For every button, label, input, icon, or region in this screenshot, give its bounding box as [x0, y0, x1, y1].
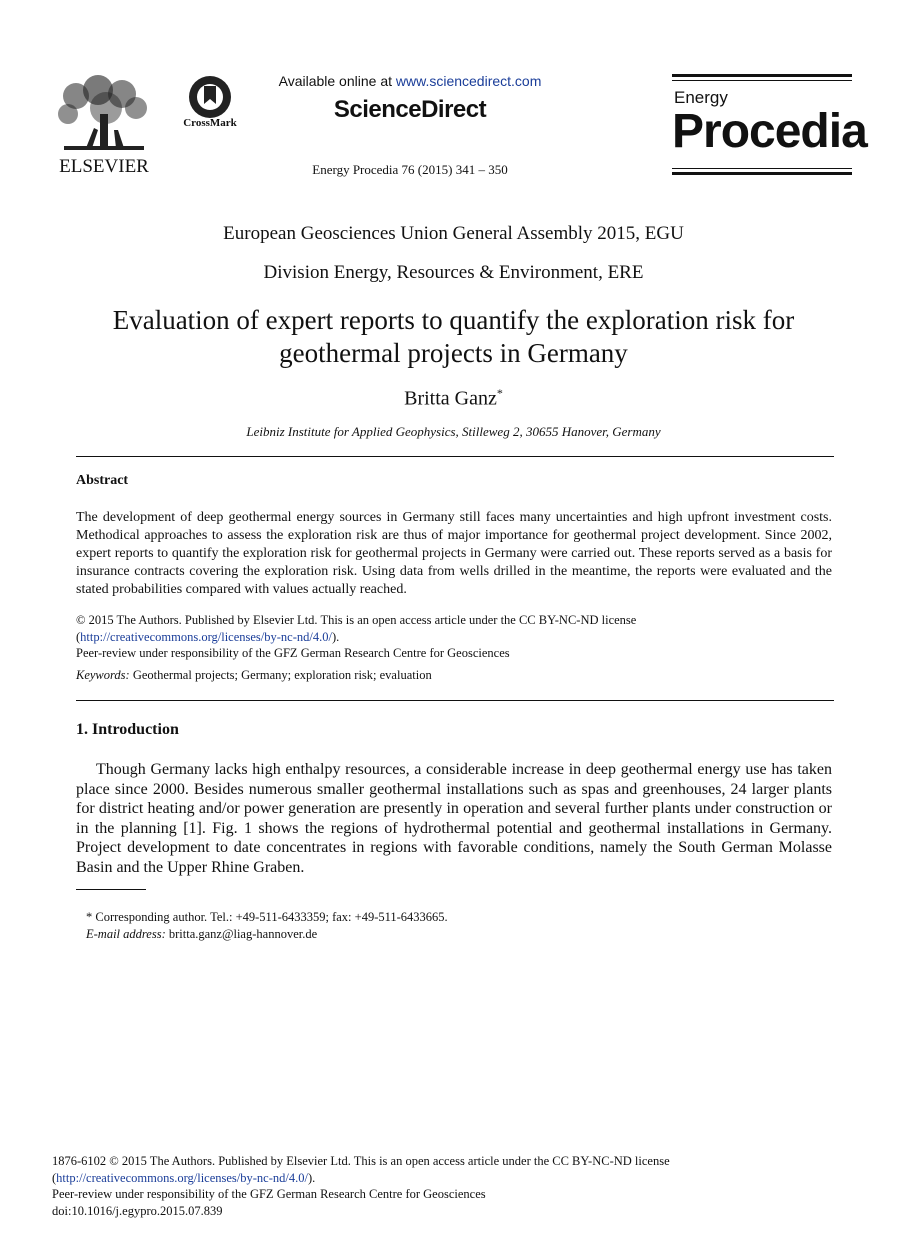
keywords-label: Keywords:	[76, 668, 130, 682]
journal-reference: Energy Procedia 76 (2015) 341 – 350	[312, 162, 508, 177]
footnote-corresponding: * Corresponding author. Tel.: +49-511-6433359; fax: +49-511-6433665.	[86, 910, 448, 924]
available-online	[220, 73, 600, 89]
author	[0, 386, 907, 411]
logo-rule-top	[672, 74, 852, 77]
license-url-line	[76, 629, 832, 646]
footer-license-line: 1876-6102 © 2015 The Authors. Published by Elsevier Ltd. This is an open access article under the CC BY-NC-ND license	[52, 1154, 670, 1168]
footnote-rule	[76, 889, 146, 890]
affiliation: Leibniz Institute for Applied Geophysics, Stilleweg 2, 30655 Hanover, Germany	[246, 424, 661, 439]
sciencedirect-brand: ScienceDirect	[333, 96, 487, 123]
title-line-2: geothermal projects in Germany	[279, 338, 628, 368]
journal-word-energy: Energy	[674, 88, 728, 107]
peer-review-line: Peer-review under responsibility of the GFZ German Research Centre for Geosciences	[76, 646, 510, 660]
abstract-text: The development of deep geothermal energy sources in Germany still faces many uncertainties and high upfront investment costs. Methodical approaches to assess the exploration risk are thus of major importance for geothermal project development. Since 2002, expert reports to quantify the exploration risk for geothermal projects in Germany were carried out. These reports served as a basis for insurance contracts covering the exploration risk. Using data from wells drilled in the meantime, the reports were evaluated and the stated probabilities compared with values actually reached.	[76, 510, 832, 597]
license-block	[76, 612, 832, 662]
title-line-1: Evaluation of expert reports to quantify the exploration risk for	[112, 305, 795, 335]
logo-rule-top-thin	[672, 80, 852, 81]
keywords-text: Geothermal projects; Germany; exploration risk; evaluation	[129, 668, 432, 682]
footer-paren-close: ).	[307, 1170, 316, 1185]
conference-line-2: Division Energy, Resources & Environment, ERE	[263, 262, 644, 283]
footer-paren-open: (	[52, 1170, 57, 1185]
conference-line-1: European Geosciences Union General Assembly 2015, EGU	[223, 223, 684, 244]
footer-url-line	[52, 1170, 872, 1187]
rule-top	[76, 456, 834, 457]
footnote-email	[86, 927, 317, 942]
elsevier-tree-icon	[56, 74, 152, 156]
available-prefix: Available online at	[278, 73, 396, 89]
footer-doi: doi:10.1016/j.egypro.2015.07.839	[52, 1204, 223, 1219]
license-paren-close: ).	[331, 629, 340, 644]
logo-rule-bottom-thin	[672, 168, 852, 169]
logo-rule-bottom	[672, 172, 852, 175]
journal-word-procedia: Procedia	[672, 105, 867, 158]
paper-title	[0, 304, 907, 370]
rule-bottom	[76, 700, 834, 701]
abstract-heading: Abstract	[76, 473, 129, 488]
license-link[interactable]: http://creativecommons.org/licenses/by-nc-nd/4.0/	[80, 629, 332, 644]
author-mark: *	[496, 386, 503, 400]
introduction-paragraph: Though Germany lacks high enthalpy resources, a considerable increase in deep geothermal energy use has taken place since 2000. Besides numerous smaller geothermal installations such as spas and greenhouses, 24 larger plants for district heating and/or power generation are presently in operation and several further plants under construction or in the planning [1]. Fig. 1 shows the regions of hydrothermal potential and geothermal installations in Germany. Project development to date concentrates in regions with favorable conditions, namely the South German Molasse Basin and the Upper Rhine Graben.	[76, 761, 832, 876]
author-name: Britta Ganz	[404, 387, 497, 410]
license-line: © 2015 The Authors. Published by Elsevier Ltd. This is an open access article under the CC BY-NC-ND license	[76, 613, 637, 627]
footer-peer-review: Peer-review under responsibility of the GFZ German Research Centre for Geosciences	[52, 1187, 486, 1202]
publisher-name: ELSEVIER	[59, 156, 149, 177]
page-footer	[52, 1153, 872, 1220]
email-address: britta.ganz@liag-hannover.de	[165, 927, 318, 941]
license-paren-open: (	[76, 629, 81, 644]
crossmark-label: CrossMark	[183, 117, 237, 129]
footer-license-link[interactable]: http://creativecommons.org/licenses/by-nc-nd/4.0/	[56, 1170, 308, 1185]
section-heading-introduction: 1. Introduction	[76, 721, 179, 738]
sciencedirect-link[interactable]: www.sciencedirect.com	[395, 73, 542, 89]
email-label: E-mail address:	[86, 927, 166, 941]
keywords	[76, 668, 832, 683]
